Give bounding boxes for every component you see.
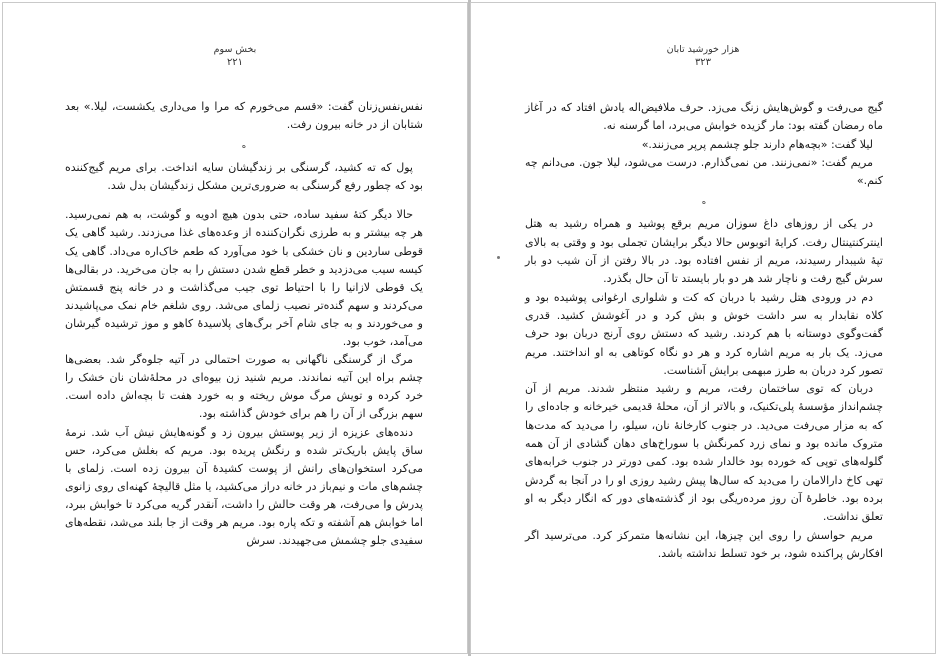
right-page-running-title: هزار خورشید تابان <box>666 44 740 55</box>
left-page <box>2 2 468 654</box>
left-page-body <box>65 98 423 550</box>
paragraph: دربان که توی ساختمان رفت، مریم و رشید منتظر شدند. مریم از آن چشم‌انداز مؤسسهٔ پلی‌تکنیک، و بالاتر از آن، محلهٔ قدیمی خیرخانه و جاده‌ای را که به مزار می‌رفت می‌دید. در جنوب کارخانهٔ نان، سیلو، را می‌دید که مدت‌ها متروک مانده بود و نمای زرد کمرنگش با سوراخ‌های دهان گشادی از آن همه گلوله‌های توپی که خورده بود خالدار شده بود. کمی دورتر در جنوب خرابه‌های تهی کاخ دارالامان را می‌دید که سال‌ها پیش رشید روزی او را در آنجا به گردش برده بود. خاطرهٔ آن روز مرده‌ریگی بود از گذشته‌های دور که انگار دیگر به او تعلق نداشت. <box>525 382 883 524</box>
paragraph: پول که ته کشید، گرسنگی بر زندگیشان سایه انداخت. برای مریم گیج‌کننده بود که چطور رفع گرسنگی به ضروری‌ترین مشکل زندگیشان بدل شد. <box>65 161 423 193</box>
paragraph: مریم گفت: «نمی‌زنند. من نمی‌گذارم. درست می‌شود، لیلا جون. می‌دانم چه کنم.» <box>525 155 883 188</box>
right-page-header <box>471 43 935 69</box>
paragraph: مرگ از گرسنگی ناگهانی به صورت احتمالی در آتیه جلوه‌گر شد. بعضی‌ها چشم براه این آتیه نماندند. مریم شنید زن بیوه‌ای در محلهٔ‌شان نان خشک را خرد کرده و تویش مرگ موش ریخته و به خورد هفت تا بچه‌اش داده است. سهم بزرگی از آن را هم برای خودش گذاشته بود. <box>65 353 423 421</box>
paragraph: دم در ورودی هتل رشید با دربان که کت و شلواری ارغوانی پوشیده بود و کلاه نقابدار به سر داشت خوش و بش کرد و در آغوشش کشید. قدری گفت‌وگوی دوستانه با هم کردند. رشید که دستش روی آرنج دربان بود حرف می‌زد. یک بار به مریم اشاره کرد و هر دو نگاه کوتاهی به او انداختند. مریم تصور کرد دربان به طرز مبهمی برایش آشناست. <box>525 290 883 377</box>
paragraph: لیلا گفت: «بچه‌هام دارند جلو چشمم پرپر می‌زنند.» <box>641 137 873 151</box>
left-page-header <box>3 43 467 69</box>
section-separator: ه <box>241 141 247 151</box>
section-separator: ه <box>701 197 707 207</box>
paragraph: دنده‌های عزیزه از زیر پوستش بیرون زد و گونه‌هایش نیش آب شد. نرمهٔ ساق پایش باریک‌تر شده و رنگش پریده بود. مریم که بغلش می‌کرد، حس می‌کرد استخوان‌های رانش از پوست کشیدهٔ آن بیرون زده است. زلمای با چشم‌های مات و نیم‌باز در خانه دراز می‌کشید، یا مثل قالیچهٔ کهنه‌ای روی زانوی پدرش وا می‌رفت، هر وقت حالش را داشت، آنقدر گریه می‌کرد تا خوابش ببرد، اما خوابش هم آشفته و تکه پاره بود. مریم هر وقت از جا بلند می‌شد، نقطه‌های سفیدی جلو چشمش می‌جهیدند. سرش <box>65 425 423 548</box>
paragraph: گیج می‌رفت و گوش‌هایش زنگ می‌زد. حرف ملافیض‌اله یادش افتاد که در آغاز ماه رمضان گفته بود: مار گزیده خوابش می‌برد، اما گرسنه نه. <box>525 101 883 133</box>
paragraph: مریم حواسش را روی این چیزها، این نشانه‌ها متمرکز کرد. می‌ترسید اگر افکارش پراکنده شود، بر خود تسلط نداشته باشد. <box>525 528 883 560</box>
left-page-running-title: بخش سوم <box>213 44 257 55</box>
right-page <box>470 2 936 654</box>
left-page-number: ۲۲۱ <box>226 57 244 68</box>
margin-dot <box>497 256 500 259</box>
paragraph: حالا دیگر کتهٔ سفید ساده، حتی بدون هیچ ادویه و گوشت، به هم نمی‌رسید. هر چه بیشتر و به طرزی نگران‌کننده از وعده‌های غذا می‌زدند. رشید گاهی یک قوطی ساردین و نان خشکی با خود می‌آورد که طعم خاک‌اره می‌داد. گاهی یک کیسه سیب می‌دزدید و خطر قطع شدن دستش را به جان می‌خرید. در بقالی‌ها یک قوطی لازانیا را با احتیاط توی جیب می‌گذاشت و در خانه پنج قسمتش می‌کردند و سهم گنده‌تر نصیب زلمای می‌شد. روی شلغم خام نمک می‌پاشیدند و می‌خوردند و به جای شام آخر برگ‌های پلاسیدهٔ کاهو و موز ترشیده گیرشان می‌آمد، خوب بود. <box>65 208 423 349</box>
right-page-body <box>525 99 883 563</box>
right-page-number: ۳۲۳ <box>694 57 712 68</box>
paragraph: در یکی از روزهای داغ سوزان مریم برقع پوشید و همراه رشید به هتل اینترکنتینتال رفت. کرایهٔ اتوبوس حالا دیگر برایشان تجملی بود و وقتی به بالای تپهٔ شیبدار رسیدند، مریم از نفس افتاده بود. در بالا رفتن از آن شیب دو بار سرش گیج رفت و ناچار شد هر دو بار بایستد تا آن حال بگذرد. <box>525 217 883 286</box>
paragraph: نفس‌نفس‌زنان گفت: «قسم می‌خورم که مرا وا می‌داری یکشست، لیلا.» بعد شتابان از در خانه بیرون رفت. <box>65 100 423 132</box>
